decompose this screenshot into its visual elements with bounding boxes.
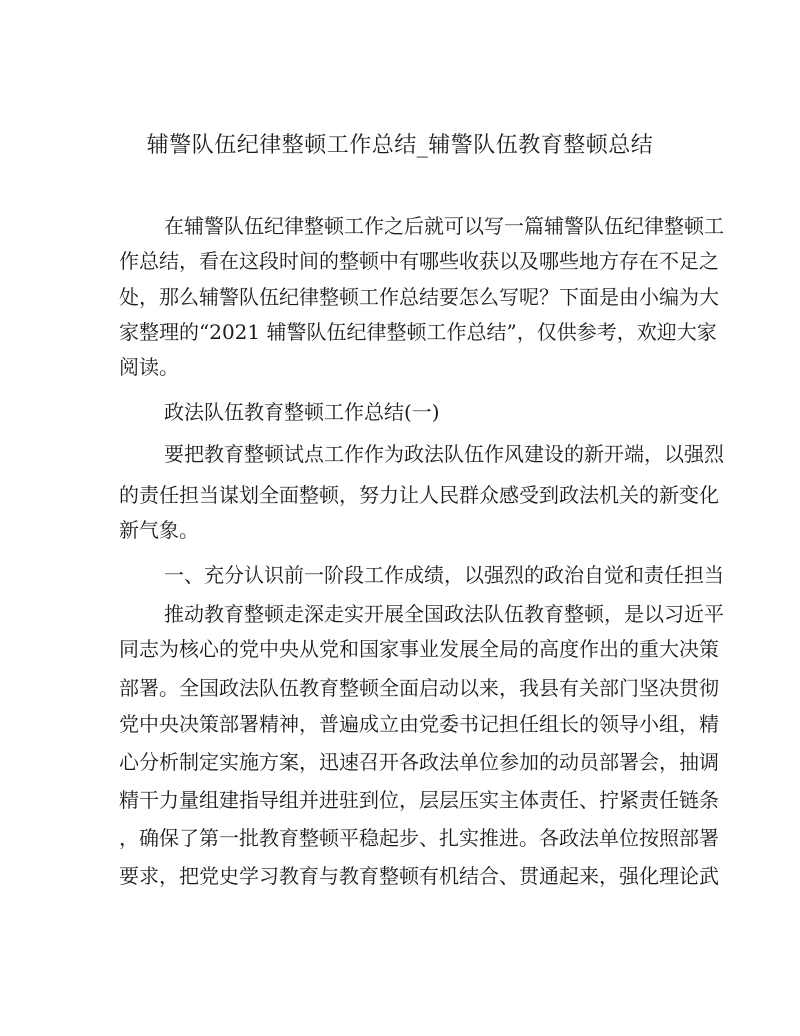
paragraph-line: 新气象。 bbox=[119, 518, 199, 542]
paragraph-line: 要求，把党史学习教育与教育整顿有机结合、贯通起来，强化理论武 bbox=[119, 864, 719, 888]
paragraph-line: 党中央决策部署精神，普遍成立由党委书记担任组长的领导小组，精 bbox=[119, 712, 719, 736]
section-heading: 政法队伍教育整顿工作总结(一) bbox=[164, 400, 440, 424]
paragraph-line: 作总结，看在这段时间的整顿中有哪些收获以及哪些地方存在不足之 bbox=[119, 249, 719, 273]
paragraph-line: 处，那么辅警队伍纪律整顿工作总结要怎么写呢？下面是由小编为大 bbox=[119, 285, 719, 309]
paragraph-line: ，确保了第一批教育整顿平稳起步、扎实推进。各政法单位按照部署 bbox=[119, 826, 719, 850]
paragraph-line: 心分析制定实施方案，迅速召开各政法单位参加的动员部署会，抽调 bbox=[119, 750, 719, 774]
paragraph-line: 精干力量组建指导组并进驻到位，层层压实主体责任、拧紧责任链条 bbox=[119, 788, 719, 812]
paragraph-line: 要把教育整顿试点工作作为政法队伍作风建设的新开端，以强烈 bbox=[164, 442, 724, 466]
paragraph-line: 在辅警队伍纪律整顿工作之后就可以写一篇辅警队伍纪律整顿工 bbox=[164, 214, 724, 238]
paragraph-line: 同志为核心的党中央从党和国家事业发展全局的高度作出的重大决策 bbox=[119, 637, 719, 661]
paragraph-line: 阅读。 bbox=[119, 355, 179, 379]
paragraph-line: 的责任担当谋划全面整顿，努力让人民群众感受到政法机关的新变化 bbox=[119, 483, 719, 507]
document-title: 辅警队伍纪律整顿工作总结_辅警队伍教育整顿总结 bbox=[146, 133, 654, 158]
paragraph-line: 推动教育整顿走深走实开展全国政法队伍教育整顿，是以习近平 bbox=[164, 602, 724, 626]
paragraph-line: 家整理的“2021 辅警队伍纪律整顿工作总结”，仅供参考，欢迎大家 bbox=[119, 320, 717, 344]
paragraph-line: 部署。全国政法队伍教育整顿全面启动以来，我县有关部门坚决贯彻 bbox=[119, 676, 719, 700]
paragraph-line: 一、充分认识前一阶段工作成绩，以强烈的政治自觉和责任担当 bbox=[164, 563, 724, 587]
